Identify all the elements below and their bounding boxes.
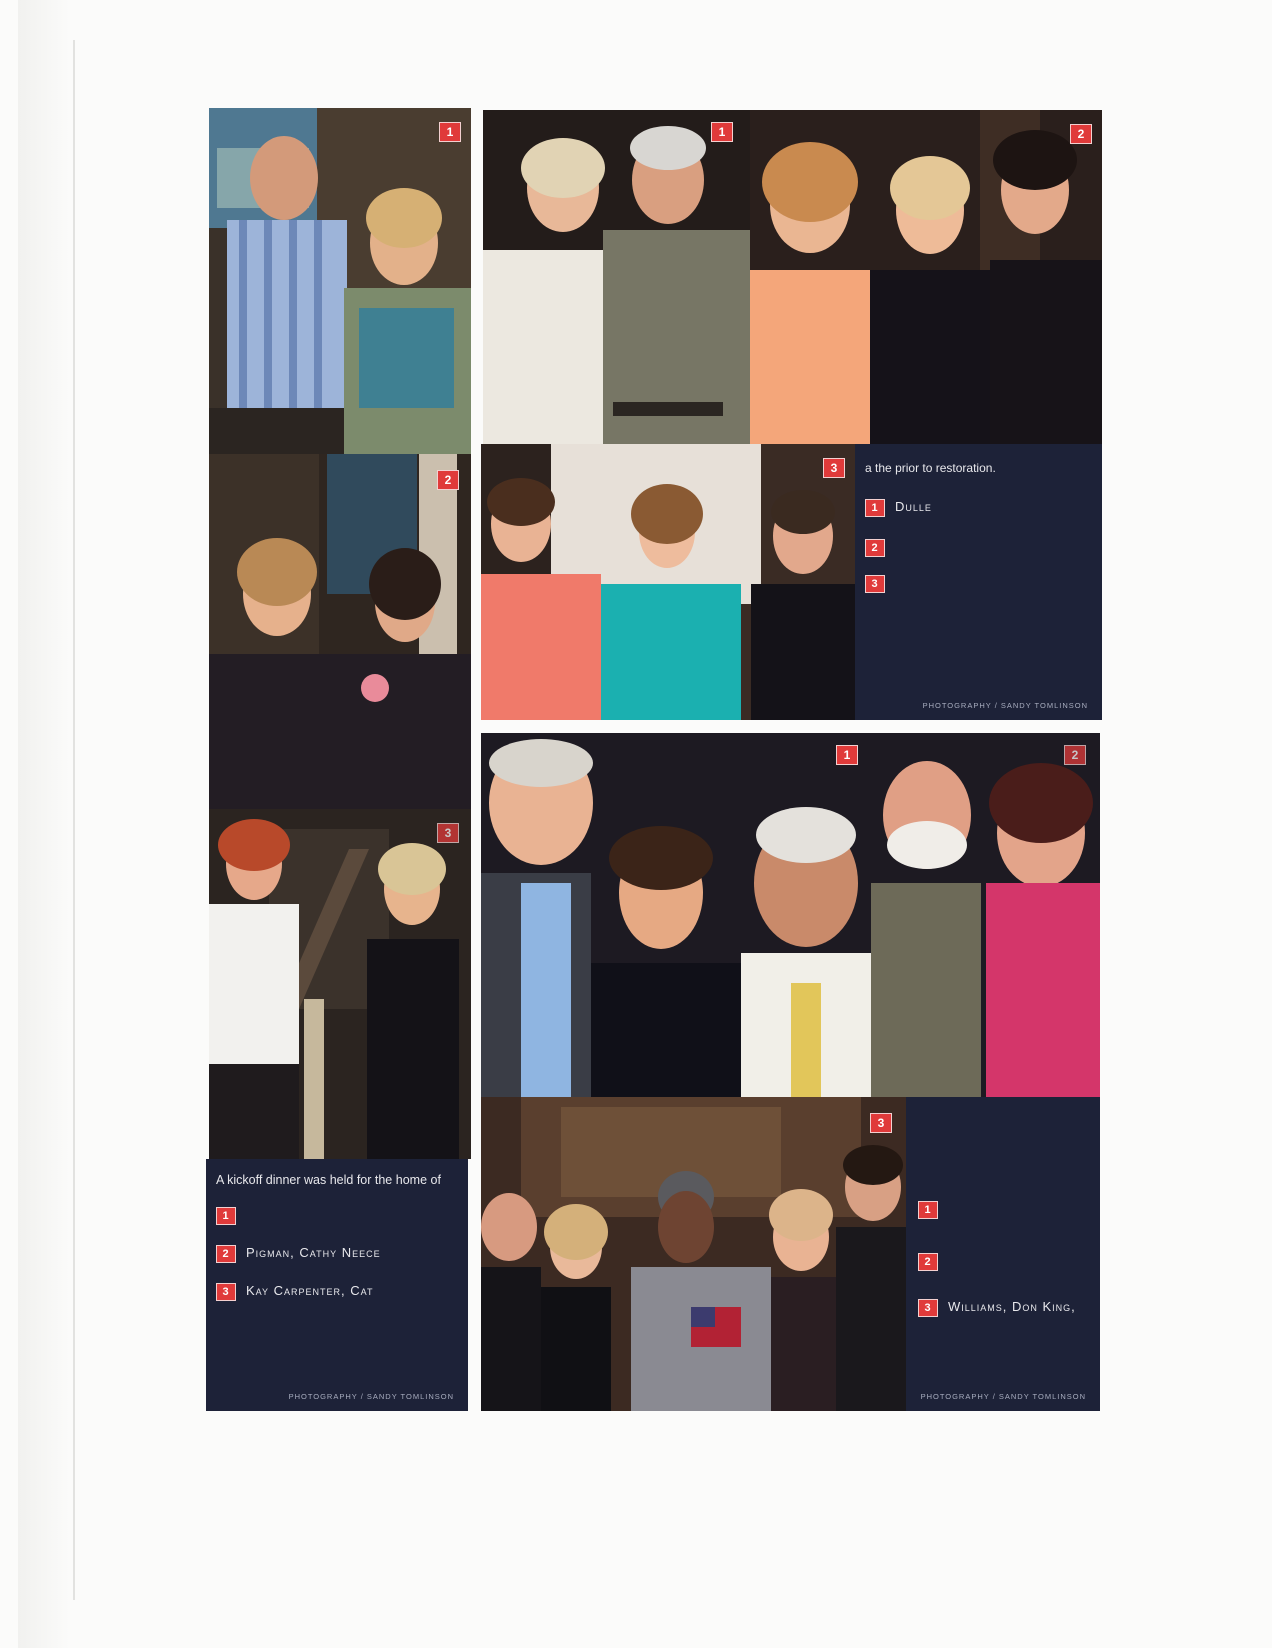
- caption-text: Pigman, Cathy Neece: [246, 1245, 381, 1260]
- caption-number: 1: [216, 1207, 236, 1225]
- photo-number-badge: 2: [1070, 124, 1092, 144]
- caption-number: 2: [216, 1245, 236, 1263]
- photo-credit: PHOTOGRAPHY / SANDY TOMLINSON: [922, 701, 1088, 710]
- intro-mid: home of: [395, 1173, 441, 1187]
- caption-2: [865, 539, 1088, 557]
- caption-number: 3: [918, 1299, 938, 1317]
- panel-intro: [865, 460, 1088, 477]
- caption-text: Williams, Don King,: [948, 1299, 1076, 1314]
- caption-number: 1: [865, 499, 885, 517]
- photo-left-couple: [209, 108, 471, 454]
- photo-top-right-three-women: [750, 110, 1102, 444]
- caption-3: [865, 575, 1088, 593]
- caption-1: [865, 499, 1088, 517]
- photo-bottom-right-don-king: [481, 1097, 906, 1411]
- caption-text: Dulle: [895, 499, 932, 514]
- caption-1: [216, 1207, 456, 1225]
- photo-number-badge: 1: [711, 122, 733, 142]
- caption-1: [918, 1201, 1090, 1219]
- photo-top-right-couple: [483, 110, 750, 444]
- top-right-caption-panel: [855, 444, 1102, 720]
- photo-number-badge: 2: [437, 470, 459, 490]
- photo-left-staircase: [209, 809, 471, 1159]
- photo-number-badge: 3: [823, 458, 845, 478]
- photo-number-badge: 1: [836, 745, 858, 765]
- caption-2: [918, 1253, 1090, 1271]
- photo-left-two-women: [209, 454, 471, 809]
- photo-number-badge: 1: [439, 122, 461, 142]
- caption-3: [216, 1283, 456, 1301]
- photo-credit: PHOTOGRAPHY / SANDY TOMLINSON: [920, 1392, 1086, 1401]
- caption-number: 1: [918, 1201, 938, 1219]
- photo-number-badge: 3: [437, 823, 459, 843]
- caption-number: 3: [865, 575, 885, 593]
- caption-2: [216, 1245, 456, 1263]
- photo-bottom-right-five: [481, 733, 1100, 1097]
- intro-lead: a: [865, 461, 872, 475]
- caption-number: 3: [216, 1283, 236, 1301]
- bottom-right-caption-panel: [906, 1097, 1100, 1411]
- left-caption-panel: [206, 1159, 468, 1411]
- photo-number-badge: 2: [1064, 745, 1086, 765]
- panel-intro: [216, 1172, 456, 1189]
- photo-credit: PHOTOGRAPHY / SANDY TOMLINSON: [288, 1392, 454, 1401]
- photo-number-badge: 3: [870, 1113, 892, 1133]
- scan-edge: [73, 40, 75, 1600]
- intro-tail: prior to restoration.: [895, 461, 996, 475]
- caption-text: Kay Carpenter, Cat: [246, 1283, 374, 1298]
- photo-top-right-young-trio: [481, 444, 855, 720]
- intro-mid: the: [875, 461, 892, 475]
- intro-lead: A kickoff dinner was held for the: [216, 1173, 393, 1187]
- scan-shadow: [18, 0, 70, 1648]
- caption-3: [918, 1299, 1090, 1317]
- caption-number: 2: [918, 1253, 938, 1271]
- caption-number: 2: [865, 539, 885, 557]
